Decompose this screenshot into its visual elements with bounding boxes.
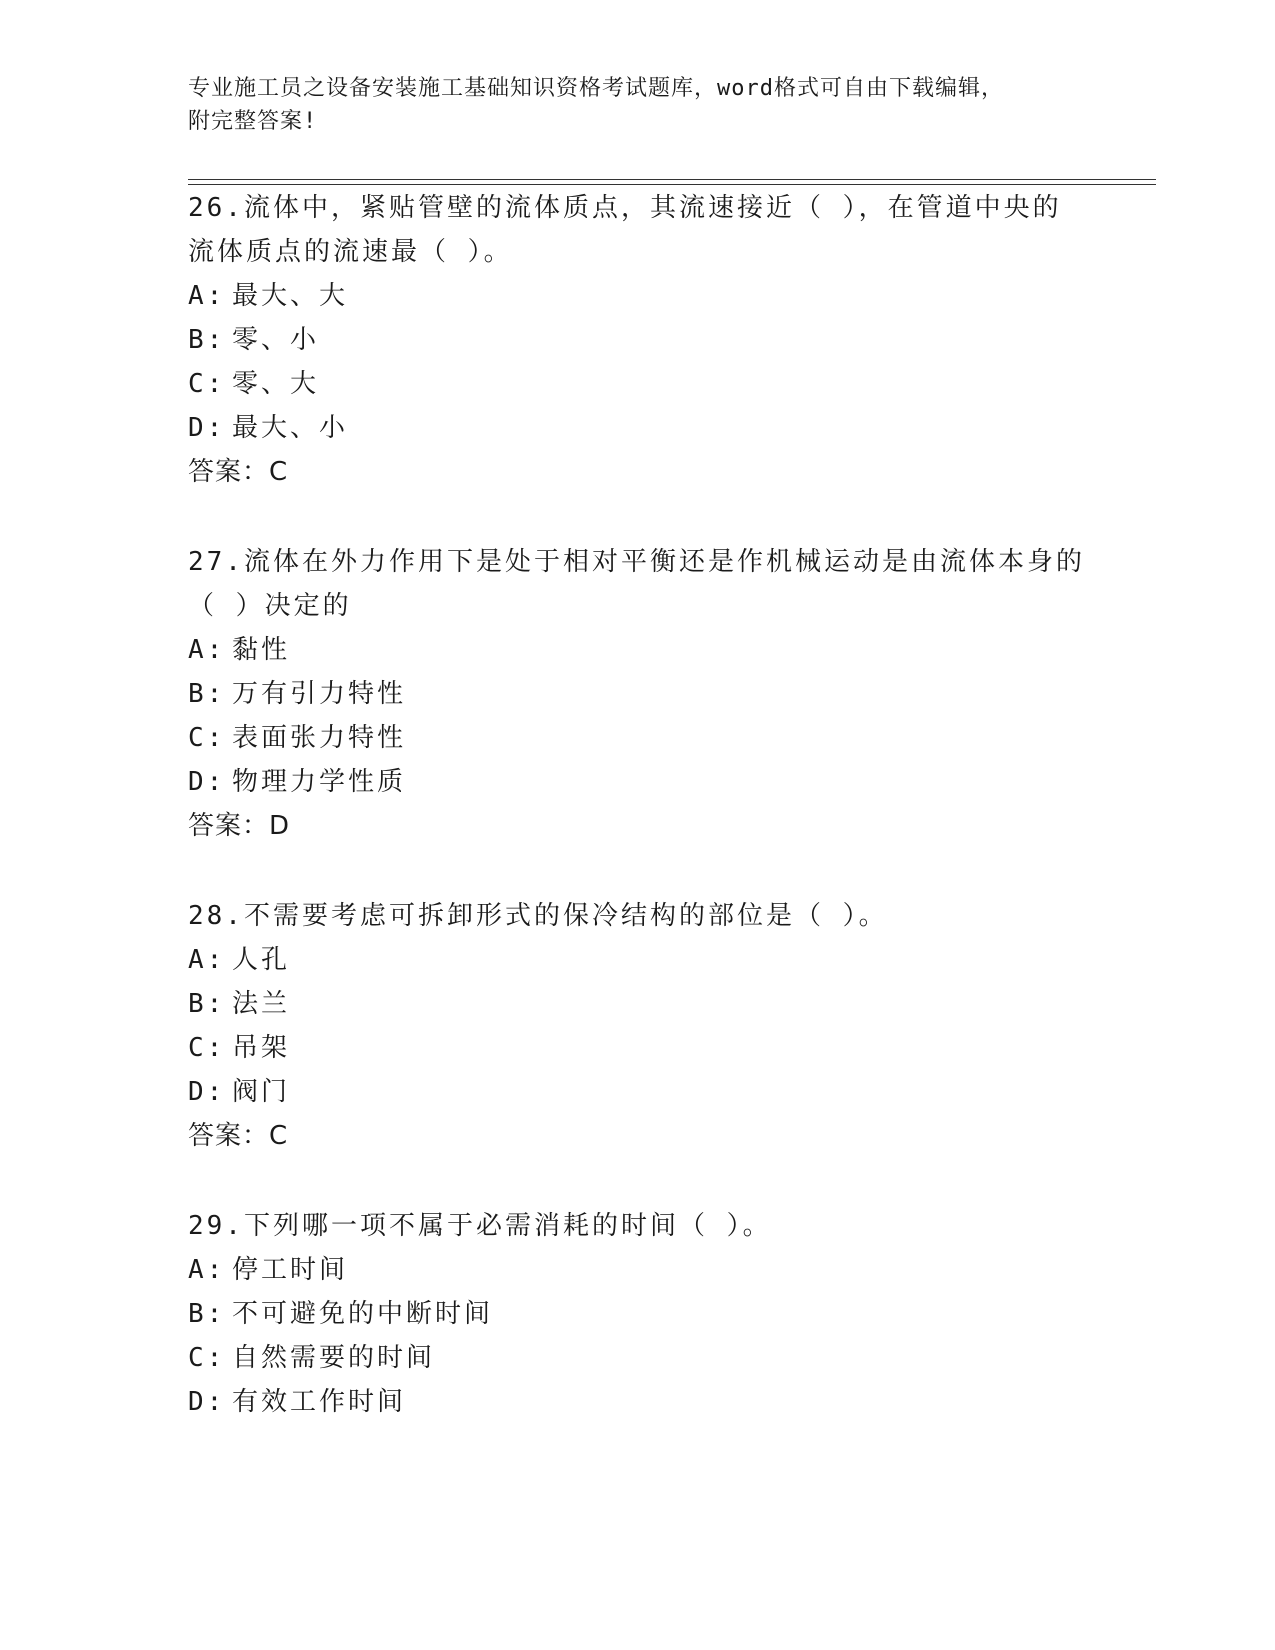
option-c (188, 1026, 1108, 1070)
option-text: 人孔 (232, 945, 291, 975)
option-a (188, 1248, 1108, 1292)
option-key: D: (188, 413, 226, 443)
header-divider-bottom (188, 184, 1156, 185)
option-d (188, 760, 1108, 804)
option-text: 法兰 (232, 989, 291, 1019)
option-text: 表面张力特性 (232, 723, 407, 753)
option-key: D: (188, 1077, 226, 1107)
option-a (188, 628, 1108, 672)
option-d (188, 406, 1108, 450)
option-text: 黏性 (232, 635, 291, 665)
header-line-1: 专业施工员之设备安装施工基础知识资格考试题库，word格式可自由下载编辑， (188, 76, 1004, 101)
option-text: 零、大 (232, 369, 320, 399)
option-d (188, 1380, 1108, 1424)
document-header (188, 72, 1088, 138)
option-d (188, 1070, 1108, 1114)
stem-line: （ ）决定的 (188, 591, 352, 621)
header-line-2: 附完整答案! (188, 109, 318, 134)
option-key: C: (188, 1343, 226, 1373)
question-spacer (188, 848, 1108, 894)
option-text: 自然需要的时间 (232, 1343, 436, 1373)
stem-line: 26.流体中，紧贴管壁的流体质点，其流速接近（ ），在管道中央的 (188, 193, 1062, 223)
option-key: D: (188, 767, 226, 797)
option-text: 物理力学性质 (232, 767, 407, 797)
question-27 (188, 540, 1108, 848)
option-c (188, 716, 1108, 760)
option-text: 万有引力特性 (232, 679, 407, 709)
option-key: B: (188, 989, 226, 1019)
option-text: 有效工作时间 (232, 1387, 407, 1417)
option-key: D: (188, 1387, 226, 1417)
option-key: C: (188, 1033, 226, 1063)
stem-line: 27.流体在外力作用下是处于相对平衡还是作机械运动是由流体本身的 (188, 547, 1085, 577)
option-key: A: (188, 945, 226, 975)
question-29 (188, 1204, 1108, 1424)
option-a (188, 938, 1108, 982)
option-text: 吊架 (232, 1033, 291, 1063)
option-a (188, 274, 1108, 318)
option-text: 停工时间 (232, 1255, 349, 1285)
option-text: 不可避免的中断时间 (232, 1299, 494, 1329)
question-stem (188, 894, 1088, 938)
option-key: A: (188, 281, 226, 311)
question-spacer (188, 1158, 1108, 1204)
option-key: B: (188, 1299, 226, 1329)
question-28 (188, 894, 1108, 1158)
question-list (188, 186, 1108, 1424)
question-spacer (188, 494, 1108, 540)
option-b (188, 672, 1108, 716)
question-stem (188, 540, 1088, 628)
stem-line: 流体质点的流速最（ ）。 (188, 237, 513, 267)
option-key: A: (188, 1255, 226, 1285)
question-stem (188, 1204, 1088, 1248)
option-key: C: (188, 723, 226, 753)
question-26 (188, 186, 1108, 494)
option-b (188, 982, 1108, 1026)
option-key: B: (188, 325, 226, 355)
option-text: 最大、大 (232, 281, 349, 311)
header-divider-top (188, 179, 1156, 180)
option-key: B: (188, 679, 226, 709)
stem-line: 29.下列哪一项不属于必需消耗的时间（ ）。 (188, 1211, 772, 1241)
answer-line: 答案：C (188, 457, 289, 487)
answer-line: 答案：D (188, 811, 291, 841)
question-stem (188, 186, 1088, 274)
stem-line: 28.不需要考虑可拆卸形式的保冷结构的部位是（ ）。 (188, 901, 888, 931)
option-b (188, 318, 1108, 362)
option-key: A: (188, 635, 226, 665)
answer-line: 答案：C (188, 1121, 289, 1151)
option-c (188, 1336, 1108, 1380)
option-c (188, 362, 1108, 406)
option-text: 零、小 (232, 325, 320, 355)
option-text: 最大、小 (232, 413, 349, 443)
option-text: 阀门 (232, 1077, 291, 1107)
option-b (188, 1292, 1108, 1336)
option-key: C: (188, 369, 226, 399)
